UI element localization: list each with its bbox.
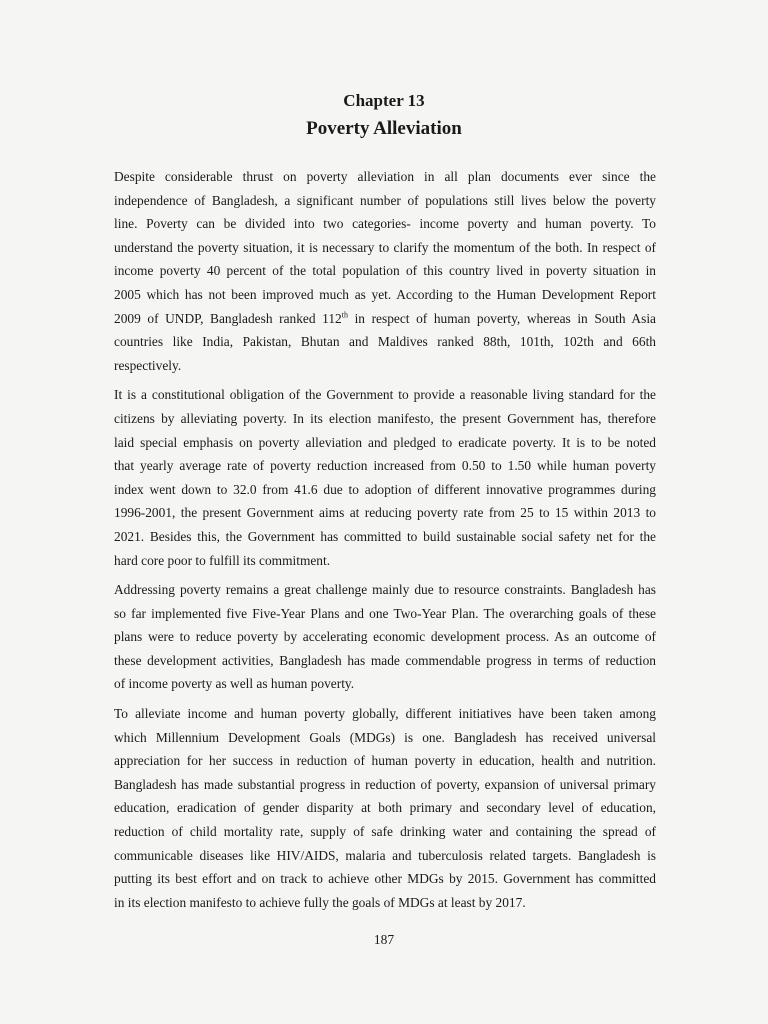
text-line: income poverty 40 percent of the total population of this country lived in poverty situation in	[114, 263, 656, 279]
text-line: appreciation for her success in reduction of human poverty in education, health and nutrition.	[114, 753, 656, 769]
text-line: plans were to reduce poverty by accelerating economic development process. As an outcome of	[114, 629, 656, 645]
text-line: communicable diseases like HIV/AIDS, malaria and tuberculosis related targets. Bangladesh is	[114, 847, 656, 863]
paragraph-1	[114, 165, 656, 377]
paragraph-4	[114, 702, 656, 914]
text-line: respectively.	[114, 357, 182, 373]
text-line: of income poverty as well as human poverty.	[114, 676, 355, 692]
text-line: It is a constitutional obligation of the Government to provide a reasonable living standard for the	[114, 387, 656, 403]
text-line: Despite considerable thrust on poverty alleviation in all plan documents ever since the	[114, 169, 656, 184]
text-line: these development activities, Bangladesh has made commendable progress in terms of reduction	[114, 652, 656, 668]
text-segment: in respect of human poverty, whereas in South Asia	[347, 310, 656, 326]
text-line: index went down to 32.0 from 41.6 due to adoption of different innovative programmes during	[114, 481, 656, 497]
text-line: reduction of child mortality rate, supply of safe drinking water and containing the spread of	[114, 824, 656, 840]
text-line: that yearly average rate of poverty reduction increased from 0.50 to 1.50 while human poverty	[114, 458, 656, 474]
text-line: education, eradication of gender disparity at both primary and secondary level of education,	[114, 800, 656, 816]
chapter-title: Poverty Alleviation	[306, 118, 462, 139]
text-line: citizens by alleviating poverty. In its election manifesto, the present Government has, therefore	[114, 410, 656, 426]
text-segment: 2009 of UNDP, Bangladesh ranked 112	[114, 310, 342, 326]
text-line: 1996-2001, the present Government aims at reducing poverty rate from 25 to 15 within 2013 to	[114, 505, 656, 521]
text-line: independence of Bangladesh, a significant number of populations still lives below the poverty	[114, 192, 656, 208]
paragraph-2	[114, 383, 656, 572]
text-line: understand the poverty situation, it is necessary to clarify the momentum of the both. In respect of	[114, 239, 656, 255]
text-line: so far implemented five Five-Year Plans and one Two-Year Plan. The overarching goals of these	[114, 605, 656, 621]
text-line-with-superscript	[114, 307, 656, 331]
text-line: in its election manifesto to achieve fully the goals of MDGs at least by 2017.	[114, 894, 526, 910]
page-number: 187	[373, 932, 395, 947]
text-line: countries like India, Pakistan, Bhutan and Maldives ranked 88th, 101th, 102th and 66th	[114, 334, 656, 350]
ordinal-superscript: th	[341, 310, 348, 320]
paragraph-3	[114, 578, 656, 696]
text-line: hard core poor to fulfill its commitment.	[114, 552, 331, 568]
text-line: 2021. Besides this, the Government has committed to build sustainable social safety net for the	[114, 528, 656, 544]
body-text	[114, 165, 656, 920]
text-line: 2005 which has not been improved much as yet. According to the Human Development Report	[114, 286, 656, 302]
text-line: To alleviate income and human poverty globally, different initiatives have been taken among	[114, 706, 656, 722]
text-line: laid special emphasis on poverty alleviation and pledged to eradicate poverty. It is to be noted	[114, 434, 656, 450]
text-line: Bangladesh has made substantial progress in reduction of poverty, expansion of universal primary	[114, 776, 656, 792]
text-line: which Millennium Development Goals (MDGs) is one. Bangladesh has received universal	[114, 729, 656, 745]
chapter-label: Chapter 13	[343, 91, 425, 110]
text-line: line. Poverty can be divided into two categories- income poverty and human poverty. To	[114, 216, 656, 232]
text-line: putting its best effort and on track to achieve other MDGs by 2015. Government has committed	[114, 871, 656, 887]
text-line: Addressing poverty remains a great challenge mainly due to resource constraints. Bangladesh has	[114, 582, 656, 598]
